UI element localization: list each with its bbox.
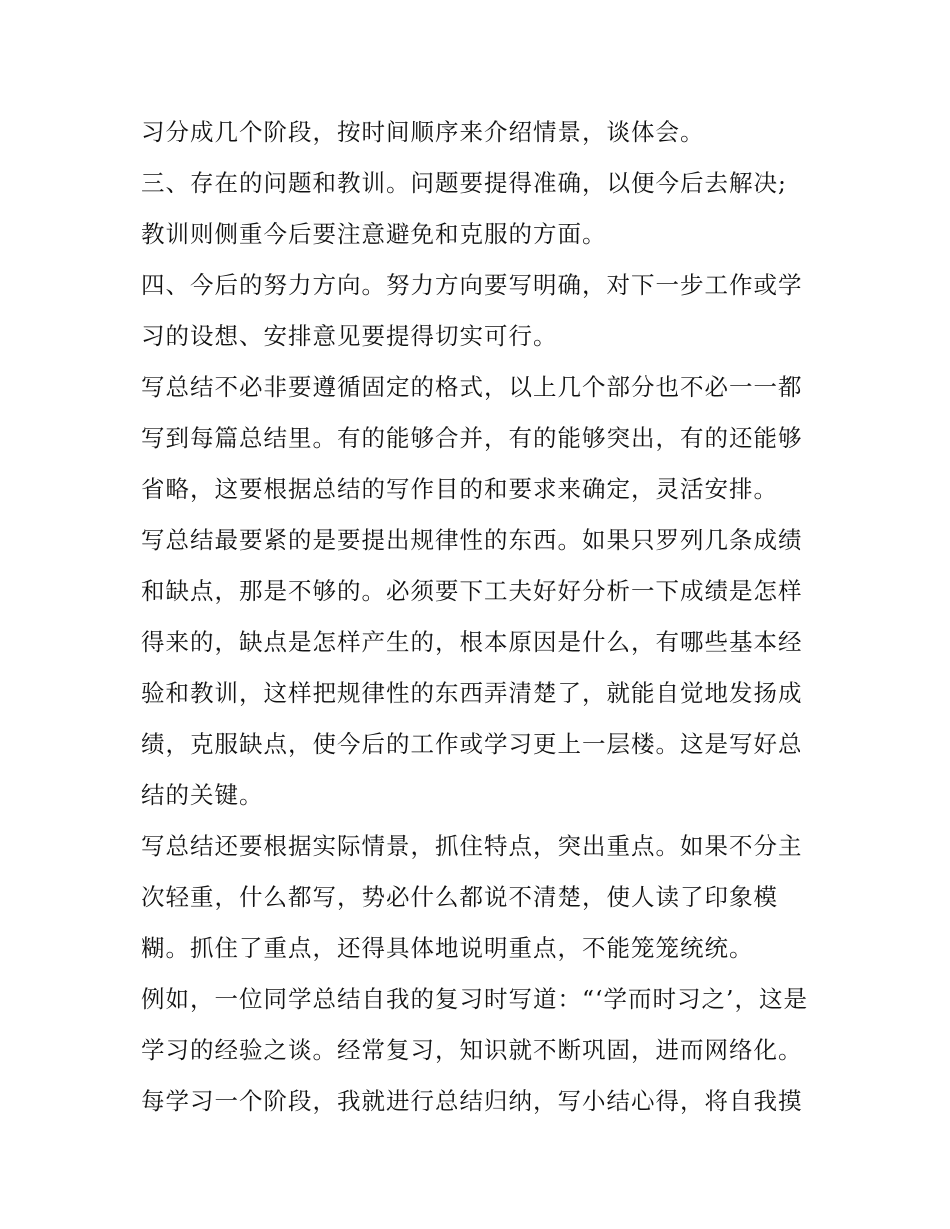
text-line: 每学习一个阶段，我就进行总结归纳，写小结心得，将自我摸: [141, 1087, 803, 1115]
text-line: 次轻重，什么都写，势必什么都说不清楚，使人读了印象模: [141, 883, 778, 911]
text-line: 结的关键。: [141, 781, 264, 809]
text-line: 写总结还要根据实际情景，抓住特点，突出重点。如果不分主: [141, 832, 803, 860]
text-line: 写总结不必非要遵循固定的格式，以上几个部分也不必一一都: [141, 373, 803, 401]
text-line: 习的设想、安排意见要提得切实可行。: [141, 322, 558, 350]
text-line: 教训则侧重今后要注意避免和克服的方面。: [141, 220, 607, 248]
text-line: 三、存在的问题和教训。问题要提得准确，以便今后去解决;: [141, 169, 787, 197]
text-line: 四、今后的努力方向。努力方向要写明确，对下一步工作或学: [141, 271, 803, 299]
text-line: 习分成几个阶段，按时间顺序来介绍情景，谈体会。: [141, 118, 705, 146]
text-line: 学习的经验之谈。经常复习，知识就不断巩固，进而网络化。: [141, 1036, 803, 1064]
text-line: 省略，这要根据总结的写作目的和要求来确定，灵活安排。: [141, 475, 778, 503]
text-line: 例如，一位同学总结自我的复习时写道：“‘学而时习之’，这是: [141, 985, 808, 1013]
text-line: 写到每篇总结里。有的能够合并，有的能够突出，有的还能够: [141, 424, 803, 452]
document-text-body: [141, 107, 821, 1127]
text-line: 写总结最要紧的是要提出规律性的东西。如果只罗列几条成绩: [141, 526, 803, 554]
text-line: 得来的，缺点是怎样产生的，根本原因是什么，有哪些基本经: [141, 628, 803, 656]
text-line: 和缺点，那是不够的。必须要下工夫好好分析一下成绩是怎样: [141, 577, 803, 605]
text-line: 验和教训，这样把规律性的东西弄清楚了，就能自觉地发扬成: [141, 679, 803, 707]
text-line: 绩，克服缺点，使今后的工作或学习更上一层楼。这是写好总: [141, 730, 803, 758]
text-line: 糊。抓住了重点，还得具体地说明重点，不能笼笼统统。: [141, 934, 754, 962]
